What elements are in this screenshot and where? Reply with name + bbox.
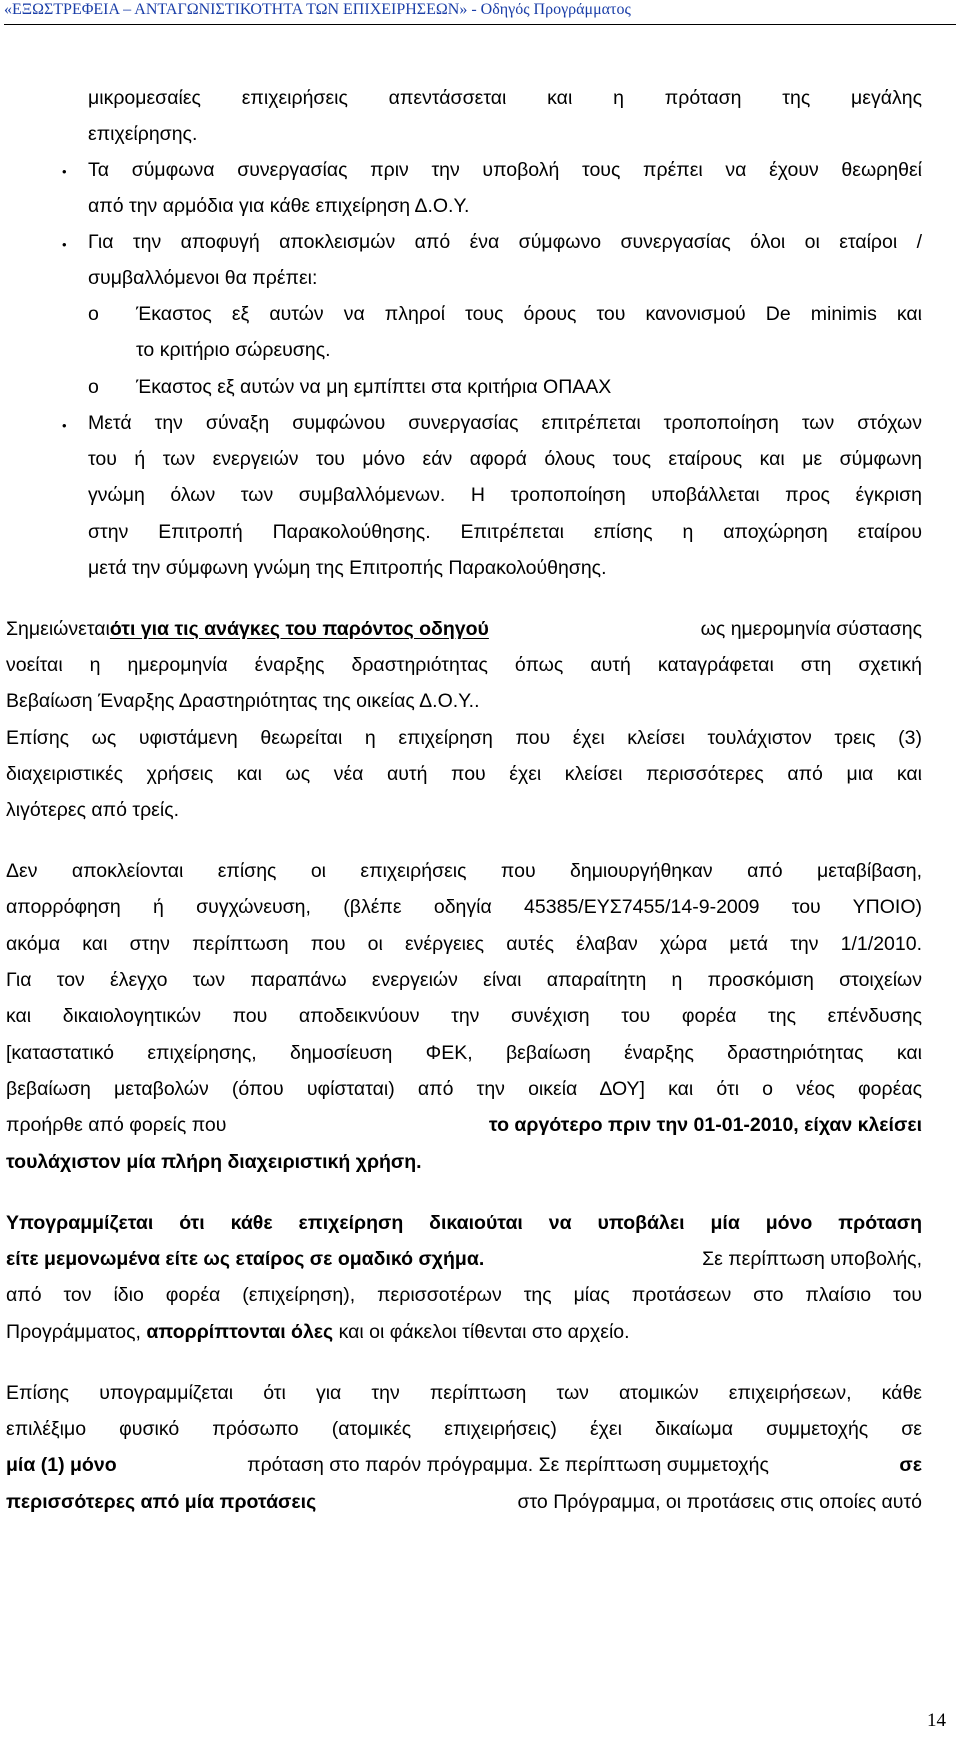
text-line: νοείται η ημερομηνία έναρξης δραστηριότητας όπως αυτή καταγράφεται στη σχετική bbox=[6, 654, 922, 676]
text-line: του ή των ενεργειών του μόνο εάν αφορά όλους τους εταίρους και με σύμφωνη bbox=[88, 448, 922, 470]
text-span: Σημειώνεται bbox=[6, 618, 110, 640]
text-span: προήρθε από φορείς που bbox=[6, 1114, 227, 1136]
text-line: [καταστατικό επιχείρησης, δημοσίευση ΦΕΚ, βεβαίωση έναρξης δραστηριότητας και bbox=[6, 1042, 922, 1064]
text-line bbox=[6, 1241, 922, 1278]
text-line: μικρομεσαίες επιχειρήσεις απεντάσσεται και η πρόταση της μεγάλης bbox=[88, 87, 922, 109]
bold-text: απορρίπτονται όλες bbox=[146, 1321, 334, 1343]
header-title: «ΕΞΩΣΤΡΕΦΕΙΑ – ΑΝΤΑΓΩΝΙΣΤΙΚΟΤΗΤΑ ΤΩΝ ΕΠΙΧΕΙΡΗΣΕΩΝ» - Οδηγός Προγράμματος bbox=[4, 1, 631, 18]
text-line: στην Επιτροπή Παρακολούθησης. Επιτρέπεται επίσης η αποχώρηση εταίρου bbox=[88, 521, 922, 543]
circle-bullet-icon: o bbox=[88, 303, 99, 325]
bold-text: είτε μεμονωμένα είτε ως εταίρος σε ομαδικό σχήμα. bbox=[6, 1248, 485, 1270]
text-line: διαχειριστικές χρήσεις και ως νέα αυτή που έχει κλείσει περισσότερες από μια και bbox=[6, 763, 922, 785]
text-line: Τα σύμφωνα συνεργασίας πριν την υποβολή τους πρέπει να έχουν θεωρηθεί bbox=[88, 159, 922, 181]
running-header bbox=[4, 0, 956, 27]
text-line bbox=[6, 611, 922, 648]
text-line: Μετά την σύναξη συμφώνου συνεργασίας επιτρέπεται τροποποίηση των στόχων bbox=[88, 412, 922, 434]
bold-text: το αργότερο πριν την 01-01-2010, είχαν κλείσει bbox=[488, 1114, 922, 1136]
text-span: πρόταση στο παρόν πρόγραμμα. Σε περίπτωση συμμετοχής bbox=[247, 1454, 769, 1476]
text-line bbox=[6, 1314, 630, 1351]
text-line bbox=[6, 1484, 922, 1521]
text-line bbox=[6, 1447, 922, 1484]
bullet-icon: • bbox=[62, 418, 67, 433]
text-line: μετά την σύμφωνη γνώμη της Επιτροπής Παρακολούθησης. bbox=[88, 557, 607, 579]
text-line: Για τον έλεγχο των παραπάνω ενεργειών είναι απαραίτητη η προσκόμιση στοιχείων bbox=[6, 969, 922, 991]
text-line: γνώμη όλων των συμβαλλόμενων. Η τροποποίηση υποβάλλεται προς έγκριση bbox=[88, 484, 922, 506]
text-span: Σε περίπτωση υποβολής, bbox=[702, 1248, 922, 1270]
bullet-icon: • bbox=[62, 164, 67, 179]
text-line: συμβαλλόμενοι θα πρέπει: bbox=[88, 267, 318, 289]
text-line bbox=[6, 1144, 422, 1181]
text-line: από τον ίδιο φορέα (επιχείρηση), περισσοτέρων της μίας προτάσεων στο πλαίσιο του bbox=[6, 1284, 922, 1306]
page-number: 14 bbox=[927, 1710, 946, 1731]
bold-text: μία (1) μόνο bbox=[6, 1454, 117, 1476]
text-line bbox=[6, 1107, 922, 1144]
text-line: Επίσης υπογραμμίζεται ότι για την περίπτωση των ατομικών επιχειρήσεων, κάθε bbox=[6, 1382, 922, 1404]
text-span: στο Πρόγραμμα, οι προτάσεις στις οποίες αυτό bbox=[517, 1491, 922, 1513]
text-line: Επίσης ως υφιστάμενη θεωρείται η επιχείρηση που έχει κλείσει τουλάχιστον τρεις (3) bbox=[6, 727, 922, 749]
text-line: απορρόφηση ή συγχώνευση, (βλέπε οδηγία 45385/ΕΥΣ7455/14-9-2009 του ΥΠΟΙΟ) bbox=[6, 896, 922, 918]
text-span: και οι φάκελοι τίθενται στο αρχείο. bbox=[333, 1321, 630, 1343]
text-line: επιχείρησης. bbox=[88, 123, 198, 145]
text-line: ακόμα και στην περίπτωση που οι ενέργειες αυτές έλαβαν χώρα μετά την 1/1/2010. bbox=[6, 933, 922, 955]
text-line: βεβαίωση μεταβολών (όπου υφίσταται) από την οικεία ΔΟΥ] και ότι ο νέος φορέας bbox=[6, 1078, 922, 1100]
text-line: λιγότερες από τρείς. bbox=[6, 799, 180, 821]
bold-text: τουλάχιστον μία πλήρη διαχειριστική χρήση. bbox=[6, 1151, 422, 1173]
underlined-bold-text: ότι για τις ανάγκες του παρόντος οδηγού bbox=[109, 618, 489, 640]
text-span: Προγράμματος, bbox=[6, 1321, 147, 1343]
text-line: και δικαιολογητικών που αποδεικνύουν την συνέχιση του φορέα της επένδυσης bbox=[6, 1005, 922, 1027]
text-line: Δεν αποκλείονται επίσης οι επιχειρήσεις που δημιουργήθηκαν από μεταβίβαση, bbox=[6, 860, 922, 882]
circle-bullet-icon: o bbox=[88, 376, 99, 398]
text-line: Έκαστος εξ αυτών να μη εμπίπτει στα κριτήρια ΟΠΑΑΧ bbox=[136, 376, 612, 398]
text-line: από την αρμόδια για κάθε επιχείρηση Δ.Ο.Υ. bbox=[88, 195, 470, 217]
bold-text: σε bbox=[899, 1454, 922, 1476]
text-line: Έκαστος εξ αυτών να πληροί τους όρους του κανονισμού De minimis και bbox=[136, 303, 922, 325]
text-span: ως ημερομηνία σύστασης bbox=[700, 618, 922, 640]
header-rule bbox=[4, 24, 956, 25]
text-line: επιλέξιμο φυσικό πρόσωπο (ατομικές επιχειρήσεις) έχει δικαίωμα συμμετοχής σε bbox=[6, 1418, 922, 1440]
text-line: Για την αποφυγή αποκλεισμών από ένα σύμφωνο συνεργασίας όλοι οι εταίροι / bbox=[88, 231, 922, 253]
bold-text: περισσότερες από μία προτάσεις bbox=[6, 1491, 317, 1513]
text-line: Βεβαίωση Έναρξης Δραστηριότητας της οικείας Δ.Ο.Υ.. bbox=[6, 690, 480, 712]
text-line: το κριτήριο σώρευσης. bbox=[136, 339, 331, 361]
text-line: Υπογραμμίζεται ότι κάθε επιχείρηση δικαιούται να υποβάλει μία μόνο πρόταση bbox=[6, 1212, 922, 1234]
bullet-icon: • bbox=[62, 237, 67, 252]
text-span-group bbox=[110, 611, 922, 648]
